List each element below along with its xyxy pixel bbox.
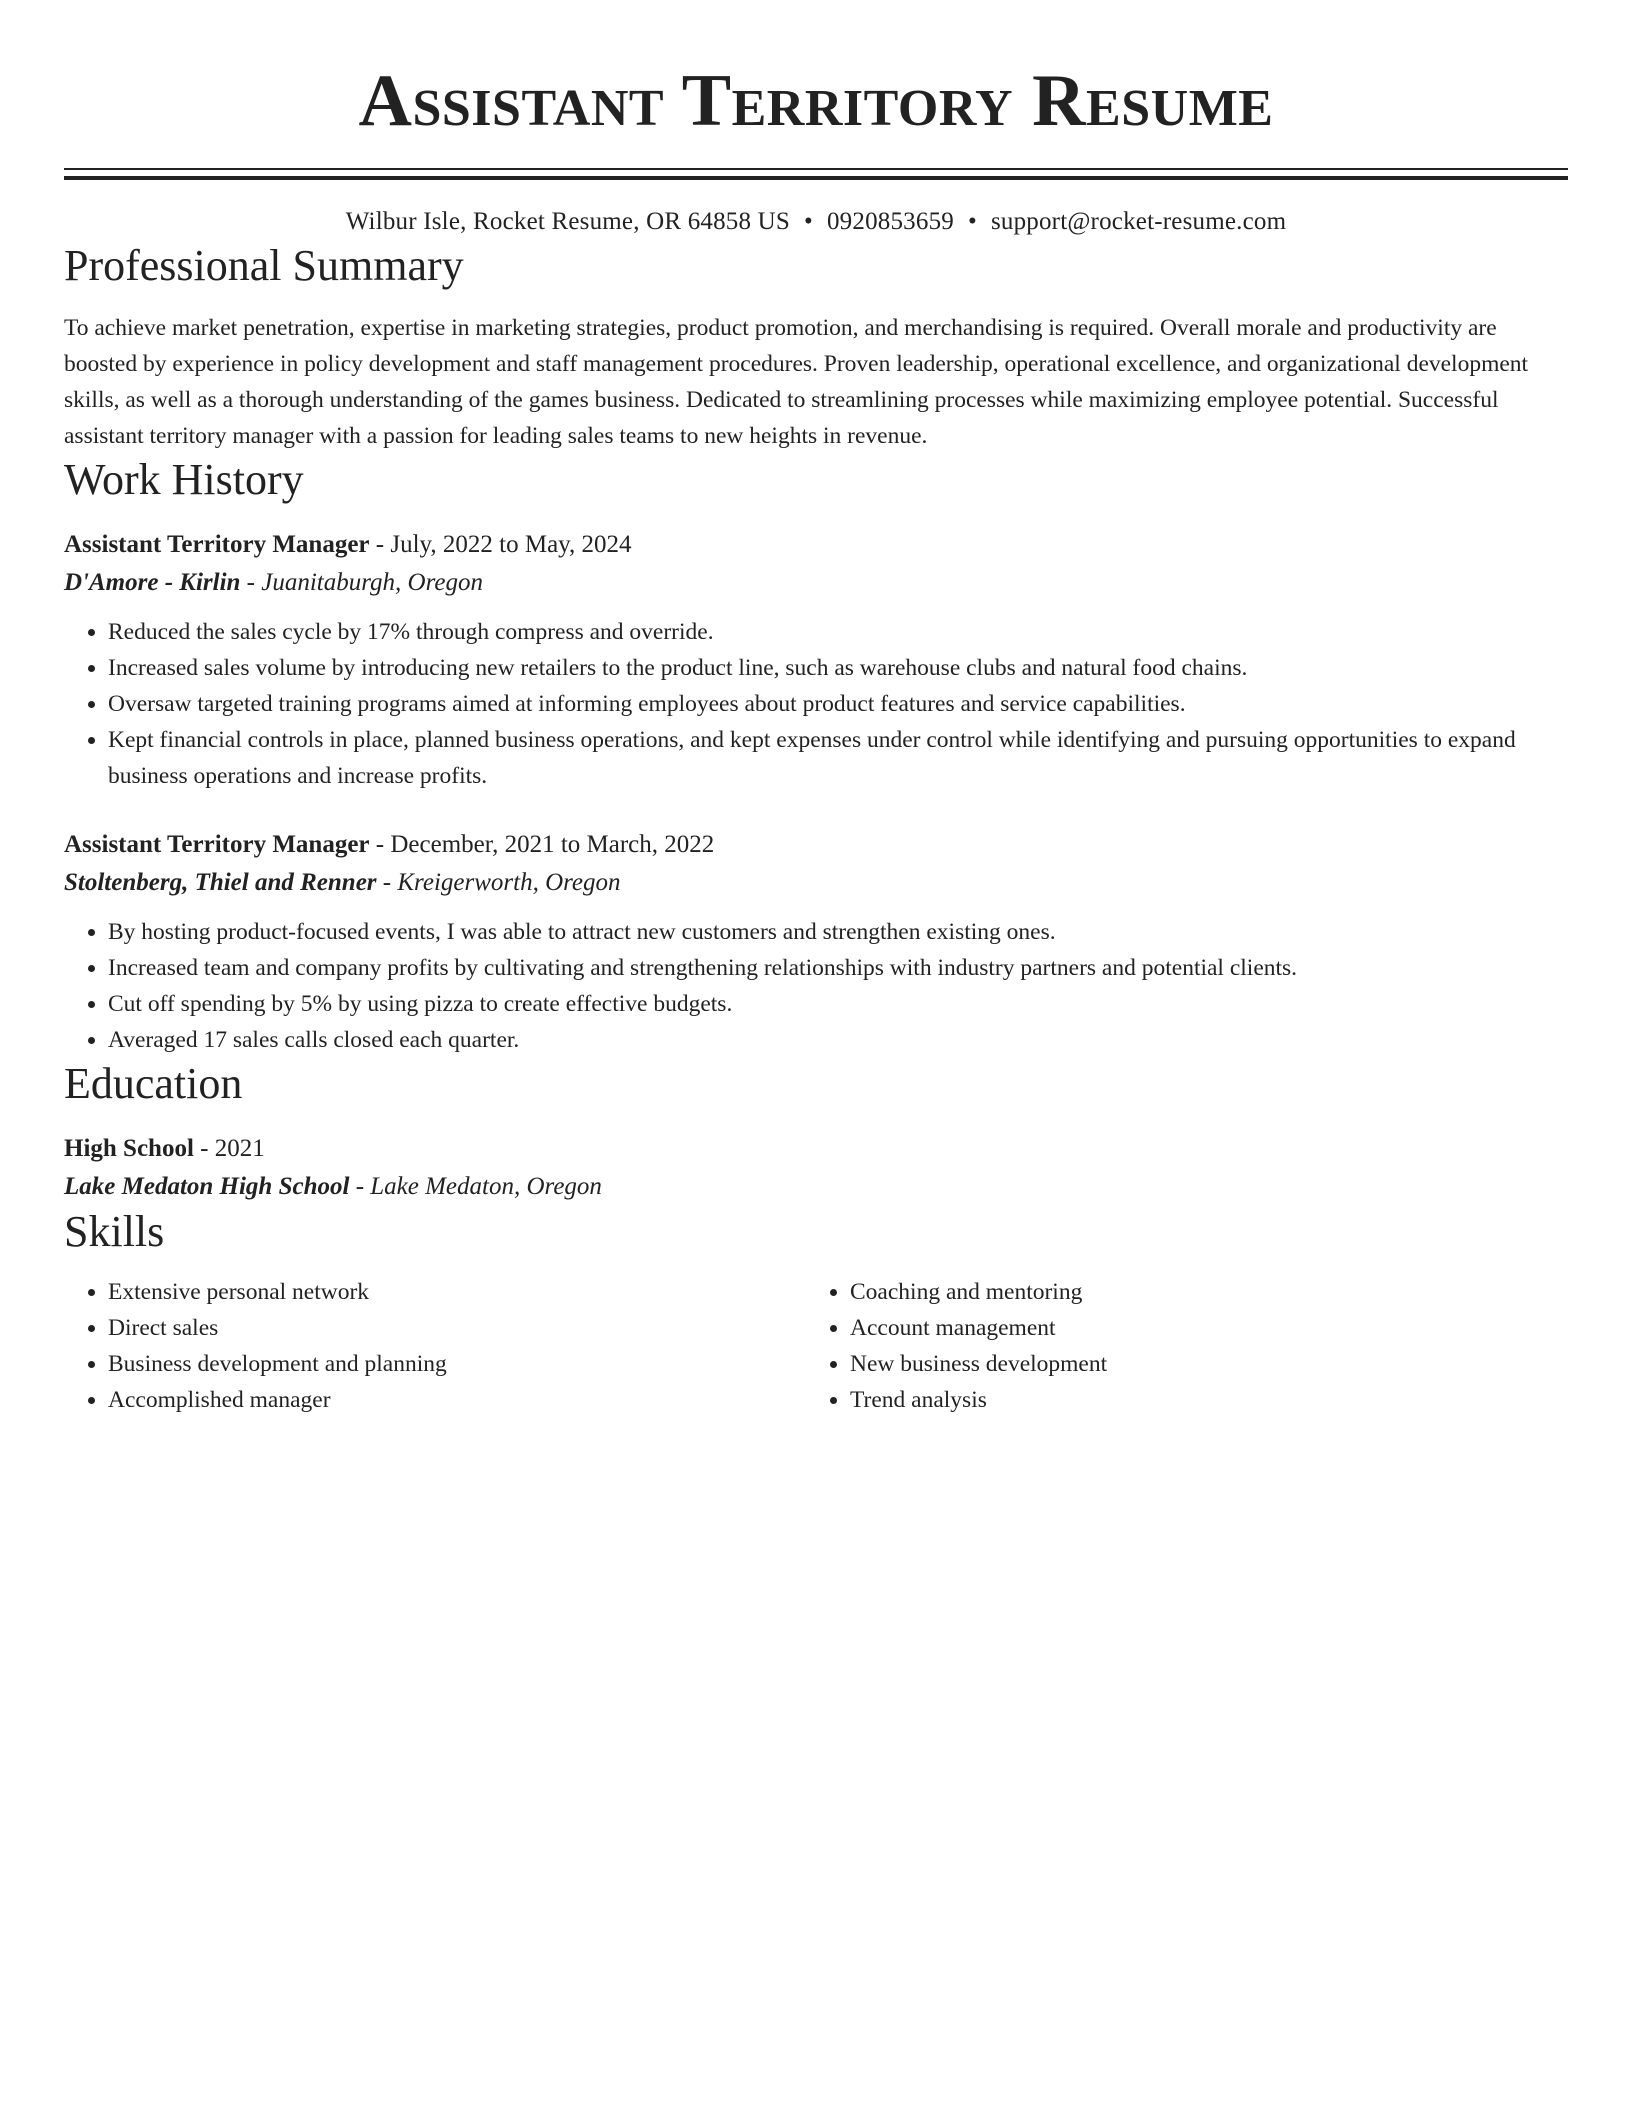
job-company-line [64, 564, 1568, 602]
list-item: • By hosting product-focused events, I was able to attract new customers and strengthen existing ones. [108, 914, 1568, 950]
job-dates: - December, 2021 to March, 2022 [369, 831, 715, 858]
section-heading-work: Work History [64, 455, 304, 504]
education-entry [64, 1130, 1568, 1206]
job-company-line [64, 864, 1568, 902]
education-school-line [64, 1168, 1568, 1206]
list-item: • Business development and planning [108, 1346, 806, 1382]
list-item: • Increased team and company profits by cultivating and strengthening relationships with industry partners and potential clients. [108, 950, 1568, 986]
job-location: - Juanitaburgh, Oregon [240, 569, 483, 596]
list-item: • Increased sales volume by introducing new retailers to the product line, such as warehouse clubs and natural food chains. [108, 650, 1568, 686]
list-item: • New business development [850, 1346, 1568, 1382]
job-entry [64, 826, 1568, 1058]
job-company: D'Amore - Kirlin [64, 569, 241, 596]
section-heading-skills: Skills [64, 1207, 165, 1256]
title-divider [64, 168, 1568, 180]
education-degree: High School [64, 1135, 194, 1162]
list-item: • Cut off spending by 5% by using pizza to create effective budgets. [108, 986, 1568, 1022]
job-entry [64, 526, 1568, 794]
contact-email: support@rocket-resume.com [990, 208, 1287, 235]
section-heading-summary: Professional Summary [64, 241, 464, 290]
education-header [64, 1130, 1568, 1168]
summary-paragraph: To achieve market penetration, expertise in marketing strategies, product promotion, and merchandising is required. Overall morale and productivity are boosted by experience in policy development and staff management procedures. Proven leadership, operational excellence, and organizational development skills, as well as a thorough understanding of the games business. Dedicated to streamlining processes while maximizing employee potential. Successful assistant territory manager with a passion for leading sales teams to new heights in revenue. [64, 315, 1529, 449]
list-item: • Direct sales [108, 1310, 806, 1346]
contact-address: Wilbur Isle, Rocket Resume, OR 64858 US [345, 208, 791, 235]
list-item: • Averaged 17 sales calls closed each quarter. [108, 1022, 1568, 1058]
list-item: • Kept financial controls in place, planned business operations, and kept expenses under control while identifying and pursuing opportunities to expand business operations and increase profits. [108, 722, 1568, 794]
list-item: • Trend analysis [850, 1382, 1568, 1418]
section-heading-education: Education [64, 1059, 243, 1108]
education-school: Lake Medaton High School [64, 1173, 350, 1200]
list-item: • Accomplished manager [108, 1382, 806, 1418]
job-dates: - July, 2022 to May, 2024 [369, 531, 632, 558]
contact-line [64, 204, 1568, 240]
list-item: • Oversaw targeted training programs aimed at informing employees about product features and service capabilities. [108, 686, 1568, 722]
job-header [64, 826, 1568, 864]
resume-title: Assistant Territory Resume [358, 60, 1274, 142]
job-location: - Kreigerworth, Oregon [376, 869, 621, 896]
job-header [64, 526, 1568, 564]
job-title: Assistant Territory Manager [64, 831, 370, 858]
list-item: • Coaching and mentoring [850, 1274, 1568, 1310]
job-company: Stoltenberg, Thiel and Renner [64, 869, 377, 896]
skills-columns [64, 1274, 1568, 1418]
education-location: - Lake Medaton, Oregon [349, 1173, 602, 1200]
contact-phone: 0920853659 [826, 208, 954, 235]
list-item: • Extensive personal network [108, 1274, 806, 1310]
contact-separator: • [967, 208, 977, 235]
skills-list-left [64, 1274, 806, 1418]
job-bullets [64, 614, 1568, 794]
job-title: Assistant Territory Manager [64, 531, 370, 558]
skills-list-right [806, 1274, 1568, 1418]
list-item: • Reduced the sales cycle by 17% through compress and override. [108, 614, 1568, 650]
job-bullets [64, 914, 1568, 1058]
list-item: • Account management [850, 1310, 1568, 1346]
education-year: - 2021 [193, 1135, 265, 1162]
contact-separator: • [804, 208, 813, 235]
